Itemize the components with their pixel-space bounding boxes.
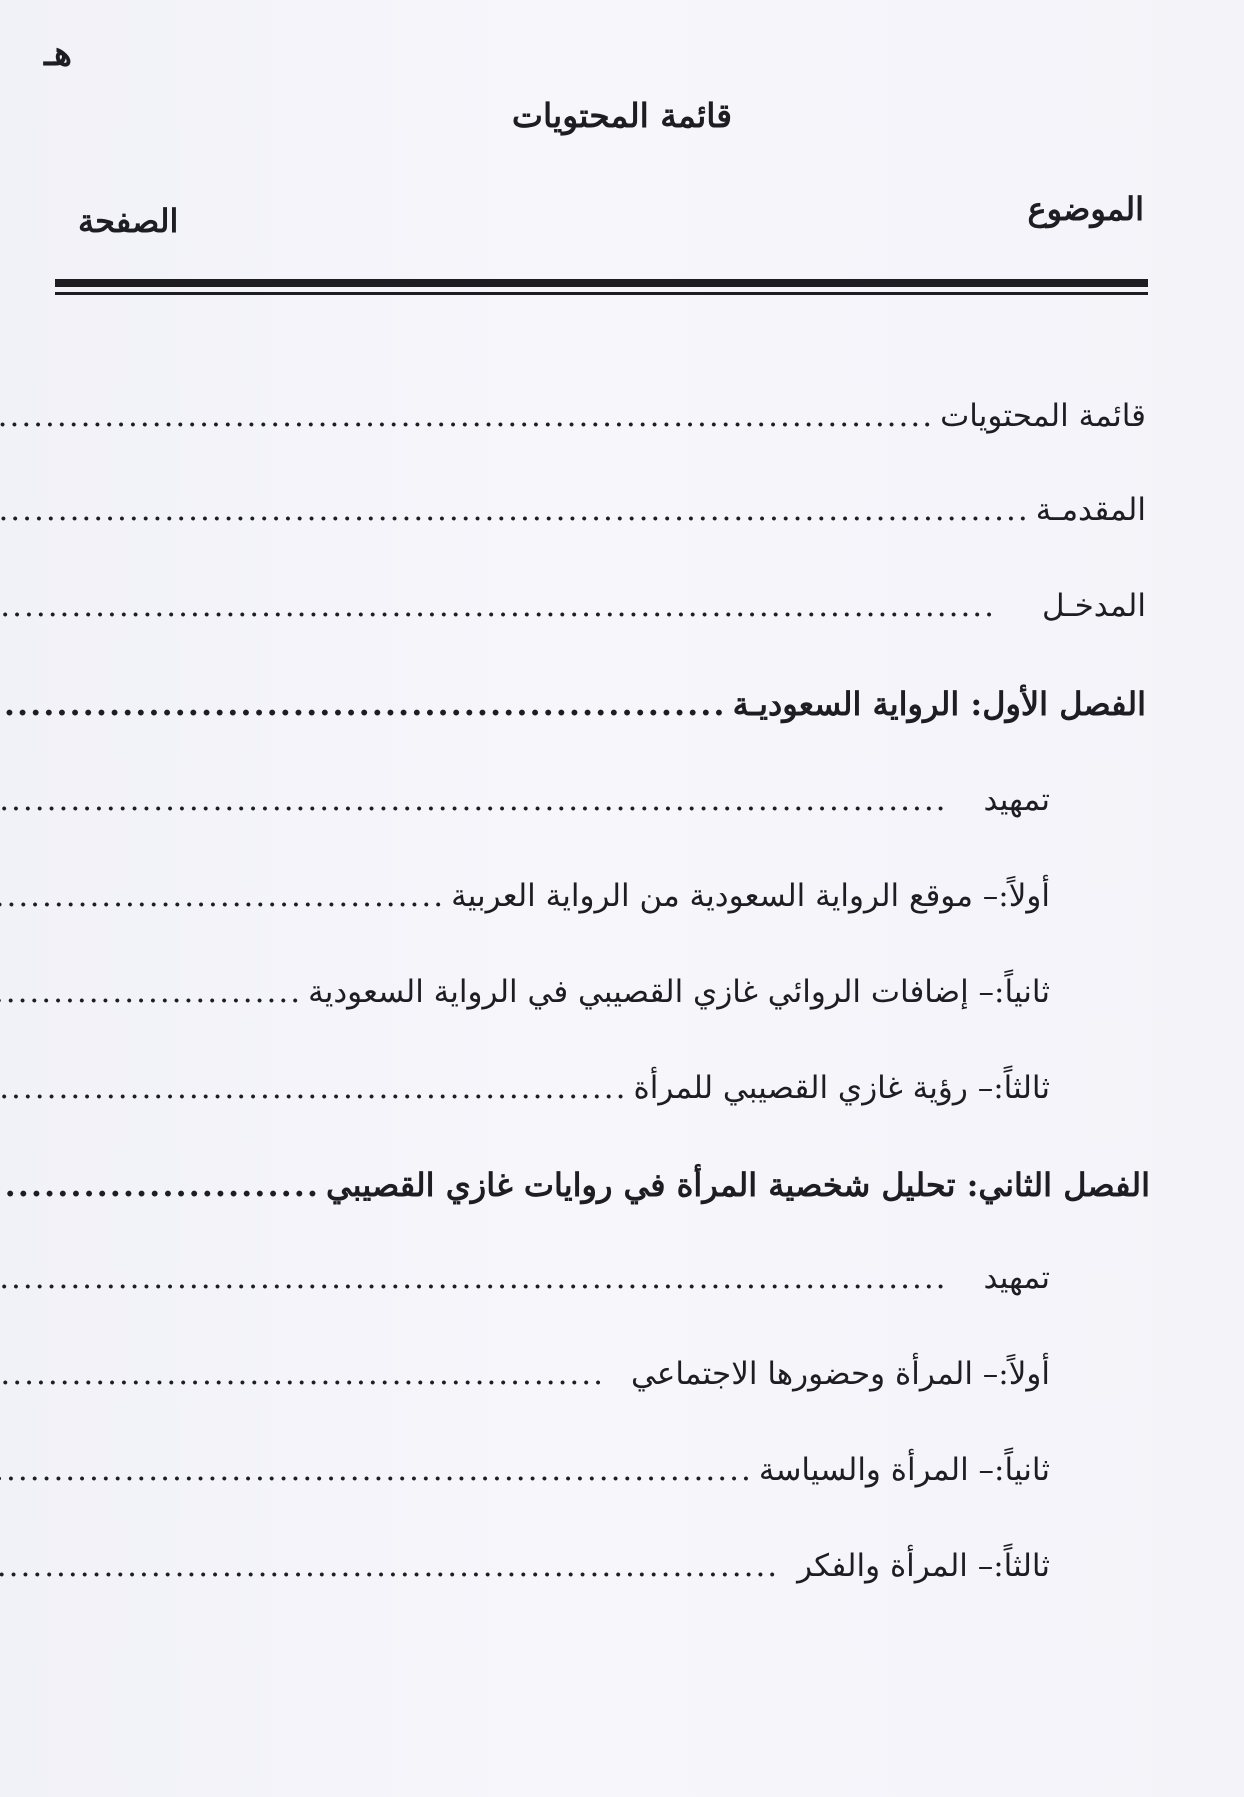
toc-entry-label: المدخـل: [1042, 588, 1146, 624]
toc-entry-label: ثانياً:– المرأة والسياسة: [758, 1452, 1050, 1488]
header-rule-thin: [55, 292, 1148, 295]
toc-chapter-entry: [0, 1166, 1150, 1218]
toc-leader-dots: [0, 878, 451, 914]
toc-entry: [0, 1260, 1050, 1312]
toc-leader-dots: [0, 782, 954, 818]
toc-entry-label: ثانياً:– إضافات الروائي غازي القصيبي في الرواية السعودية: [308, 974, 1050, 1010]
toc-entry: [0, 1452, 1050, 1504]
toc-leader-dots: [0, 398, 940, 434]
toc-chapter-entry: [0, 685, 1146, 737]
toc-entry: [0, 1070, 1050, 1122]
toc-leader-dots: [0, 588, 1002, 624]
toc-entry: [0, 782, 1050, 834]
toc-leader-dots: [0, 1070, 633, 1106]
toc-leader-dots: [0, 1548, 785, 1584]
header-rule-thick: [55, 279, 1148, 287]
toc-entry: [0, 1548, 1050, 1600]
toc-entry: [0, 878, 1050, 930]
toc-leader-dots: [0, 1356, 611, 1392]
toc-entry-label: أولاً:– المرأة وحضورها الاجتماعي: [630, 1356, 1050, 1392]
toc-entry-label: ثالثاً:– المرأة والفكر: [797, 1548, 1050, 1584]
page-column-header: الصفحة: [78, 202, 179, 240]
toc-entry-label: تمهيد: [983, 782, 1050, 818]
toc-entry-label: قائمة المحتويات: [940, 398, 1146, 434]
toc-entry: [0, 974, 1050, 1026]
toc-entry-label: المقدمـة: [1035, 492, 1146, 528]
toc-entry-label: تمهيد: [983, 1260, 1050, 1296]
page-letter: هـ: [44, 34, 72, 74]
toc-entry-label: الفصل الأول: الرواية السعوديـة: [732, 685, 1146, 723]
toc-entry: [0, 588, 1146, 640]
toc-leader-dots: [0, 974, 308, 1010]
page-title: قائمة المحتويات: [511, 96, 733, 135]
toc-leader-dots: [0, 1452, 759, 1488]
toc-entry: [0, 1356, 1050, 1408]
toc-entry: [0, 492, 1146, 544]
toc-leader-dots: [0, 492, 1036, 528]
toc-leader-dots: [0, 1260, 954, 1296]
toc-leader-dots: [0, 1166, 326, 1204]
toc-entry-label: ثالثاً:– رؤية غازي القصيبي للمرأة: [633, 1070, 1050, 1106]
toc-leader-dots: [0, 685, 733, 723]
toc-entry-label: أولاً:– موقع الرواية السعودية من الرواية العربية: [451, 878, 1050, 914]
subject-column-header: الموضوع: [1027, 190, 1144, 228]
toc-entry-label: الفصل الثاني: تحليل شخصية المرأة في روايات غازي القصيبي: [326, 1166, 1150, 1204]
toc-entry: [0, 398, 1146, 450]
